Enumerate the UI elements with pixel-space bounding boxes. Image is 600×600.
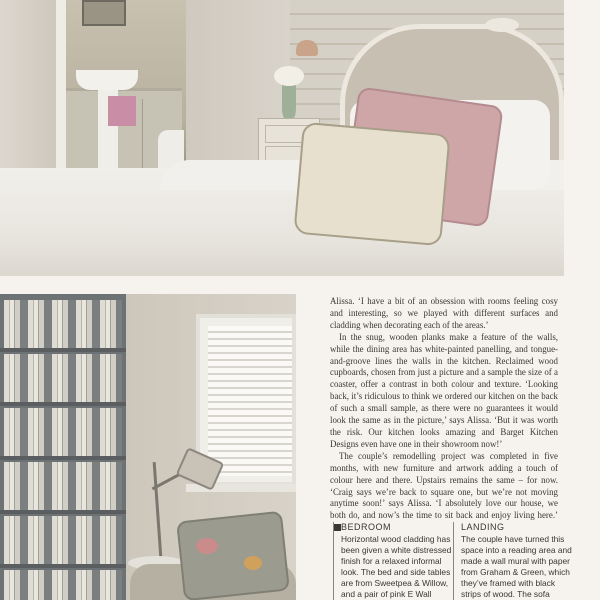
shelf [0,510,126,514]
shelf [0,456,126,460]
books-row [4,300,122,348]
bedroom-photo [0,0,564,276]
shelf [0,348,126,352]
cushion-flower [196,538,218,554]
caption-bedroom [341,522,453,600]
article-paragraph-text: The couple’s remodelling project was completed in five months, with new furniture and artwork adding a touch of colour here and there. Upstairs remains the same – for now. ‘Craig says we’re back to square one, but we’re not moving anytime soon!’ says Alissa. ‘I absolutely love our house, we both do, and now’s the time to sit back and enjoy living here.’ [330,450,558,521]
end-mark-icon [333,524,341,531]
wall-lamp [296,40,318,56]
caption-heading: BEDROOM [341,522,392,532]
caption-text: Horizontal wood cladding has been given a white distressed finish for a relaxed informal look. The bed and side tables are from Sweetpea & Willow, and a pair of pink E Wall [341,534,452,599]
books-row [4,570,122,600]
books-row [4,462,122,510]
pink-towel [108,96,136,126]
books-row [4,516,122,564]
caption-heading: LANDING [461,522,505,532]
shelf [0,564,126,568]
landing-photo [0,294,296,600]
book-mural [0,294,126,600]
flowers [274,66,304,86]
floral-cushion [176,511,290,600]
article-body [330,296,558,534]
cream-cushion [293,122,450,246]
basin [76,70,138,90]
shutter [208,326,292,476]
cabinet-panel-line [142,99,143,179]
article-paragraph: Alissa. ‘I have a bit of an obsession with rooms feeling cosy and interesting, so we played with different surfaces and cladding when decorating each of the areas.’ [330,296,558,330]
page-margin [564,0,600,276]
caption-rule [333,522,334,600]
books-row [4,408,122,456]
headboard-ornament [485,18,519,32]
mirror [82,0,126,26]
article-paragraph: In the snug, wooden planks make a feature of the walls, while the dining area has white-painted panelling, and tongue-and-groove lines the walls in the kitchen. Reclaimed wood cupboards, chosen from just a picture and a sample the size of a coaster, offer a contrast in both colour and texture. ‘Looking back, it’s ridiculous to think we ordered our kitchen on the back of such a small sample, as there were no guarantees it would look the same as in the picture,’ says Alissa. ‘But it was worth the risk. Our kitchen looks amazing and Barget Kitchen Designs even have one in their showroom now!’ [330,331,558,449]
caption-text: The couple have turned this space into a reading area and made a wall mural with paper from Graham & Green, which they’ve framed with black strips of wood. The sofa [461,534,572,599]
shelf [0,402,126,406]
caption-landing [461,522,573,600]
books-row [4,354,122,402]
caption-rule [453,522,454,600]
cushion-flower [244,556,262,570]
